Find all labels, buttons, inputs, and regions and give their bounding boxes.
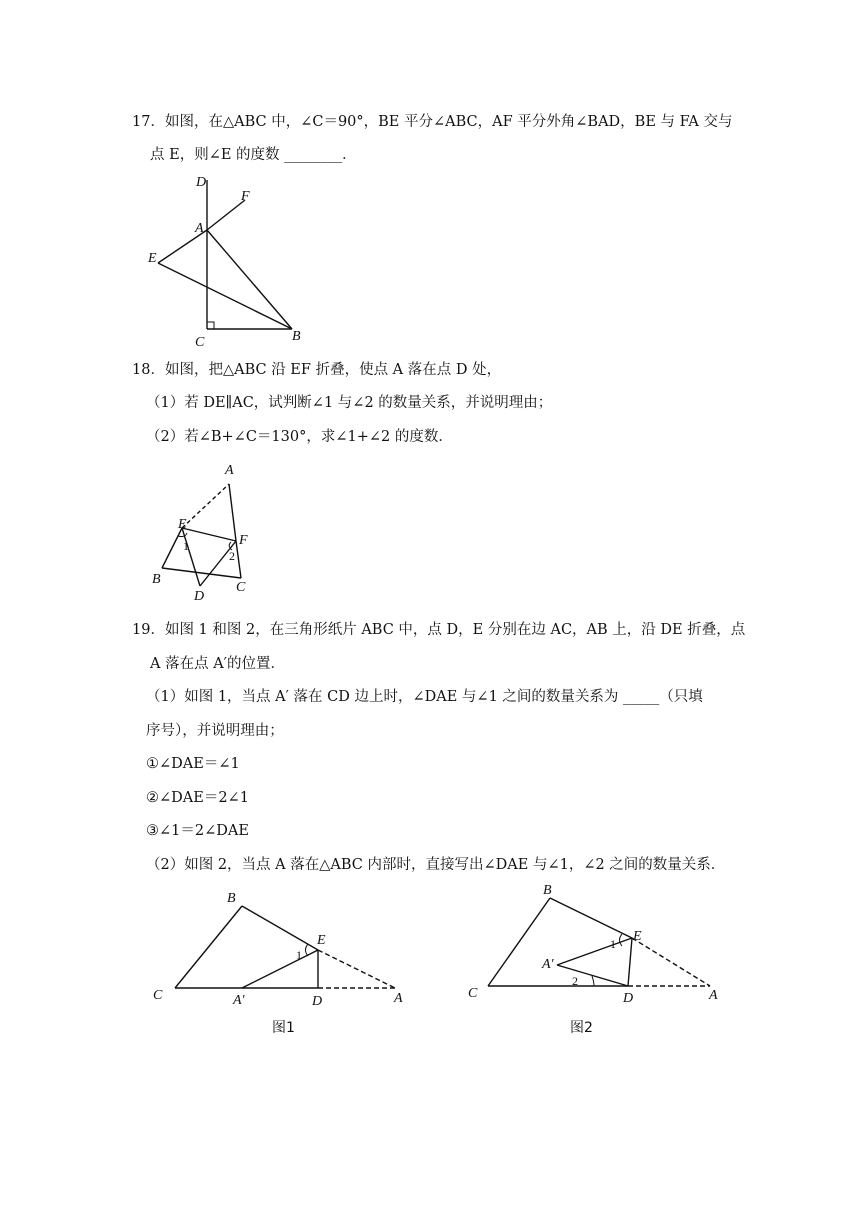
q19-figure-1 xyxy=(145,880,415,1014)
fig2-label-C: C xyxy=(468,986,478,1001)
q17-text-line2: 点 E，则∠E 的度数 ________． xyxy=(150,147,357,163)
q19-part1-line1: （1）如图 1，当点 A′ 落在 CD 边上时，∠DAE 与∠1 之间的数量关系为 _____（只填 xyxy=(146,689,703,705)
q18-angle-1: 1 xyxy=(183,539,189,553)
q17-figure xyxy=(140,168,320,357)
q18-figure xyxy=(145,458,265,612)
q17-label-D: D xyxy=(196,175,207,190)
q19-text-line1: 19．如图 1 和图 2，在三角形纸片 ABC 中，点 D，E 分别在边 AC，AB 上，沿 DE 折叠，点 xyxy=(132,622,746,638)
fig1-caption: 图1 xyxy=(272,1020,295,1036)
q18-angle-2: 2 xyxy=(229,549,235,563)
q18-label-A: A xyxy=(225,463,234,478)
q18-label-F: F xyxy=(239,533,248,548)
fig1-label-D: D xyxy=(312,994,323,1009)
q18-part2: （2）若∠B+∠C＝130°，求∠1+∠2 的度数． xyxy=(146,429,453,445)
q19-text-line2: A 落在点 A′的位置． xyxy=(150,656,285,672)
fig1-label-B: B xyxy=(227,891,236,906)
fig1-label-C: C xyxy=(153,988,163,1003)
fig2-label-E: E xyxy=(633,929,642,944)
fig2-label-A: A xyxy=(709,988,718,1003)
q17-label-C: C xyxy=(195,335,205,350)
q19-figure-2 xyxy=(460,878,730,1012)
q17-text-line1: 17．如图，在△ABC 中，∠C＝90°，BE 平分∠ABC，AF 平分外角∠BAD，BE 与 FA 交与 xyxy=(132,114,733,130)
q19-option-1: ①∠DAE＝∠1 xyxy=(146,756,240,772)
fig2-angle-1: 1 xyxy=(610,937,616,951)
fig2-label-B: B xyxy=(543,883,552,898)
q17-label-A: A xyxy=(195,221,204,236)
q18-text-line1: 18．如图，把△ABC 沿 EF 折叠，使点 A 落在点 D 处， xyxy=(132,362,502,378)
q18-label-D: D xyxy=(194,589,205,604)
fig1-label-E: E xyxy=(317,933,326,948)
fig1-label-A-prime: A′ xyxy=(233,993,245,1008)
q17-label-B: B xyxy=(292,329,301,344)
fig2-label-D: D xyxy=(623,991,634,1006)
q18-part1: （1）若 DE∥AC，试判断∠1 与∠2 的数量关系，并说明理由； xyxy=(146,395,553,411)
q19-part1-line2: 序号），并说明理由； xyxy=(146,723,284,739)
q17-label-F: F xyxy=(241,189,250,204)
q19-option-2: ②∠DAE＝2∠1 xyxy=(146,790,249,806)
q19-part2: （2）如图 2，当点 A 落在△ABC 内部时，直接写出∠DAE 与∠1，∠2 之间的数量关系． xyxy=(146,857,726,873)
fig2-caption: 图2 xyxy=(570,1020,593,1036)
q18-label-C: C xyxy=(236,580,246,595)
fig1-label-A: A xyxy=(394,991,403,1006)
q18-label-E: E xyxy=(178,517,187,532)
q17-label-E: E xyxy=(148,251,157,266)
q18-label-B: B xyxy=(152,572,161,587)
fig2-angle-2: 2 xyxy=(572,974,578,988)
fig2-label-A-prime: A′ xyxy=(542,957,554,972)
fig1-angle-1: 1 xyxy=(296,948,302,962)
q19-option-3: ③∠1＝2∠DAE xyxy=(146,823,249,839)
